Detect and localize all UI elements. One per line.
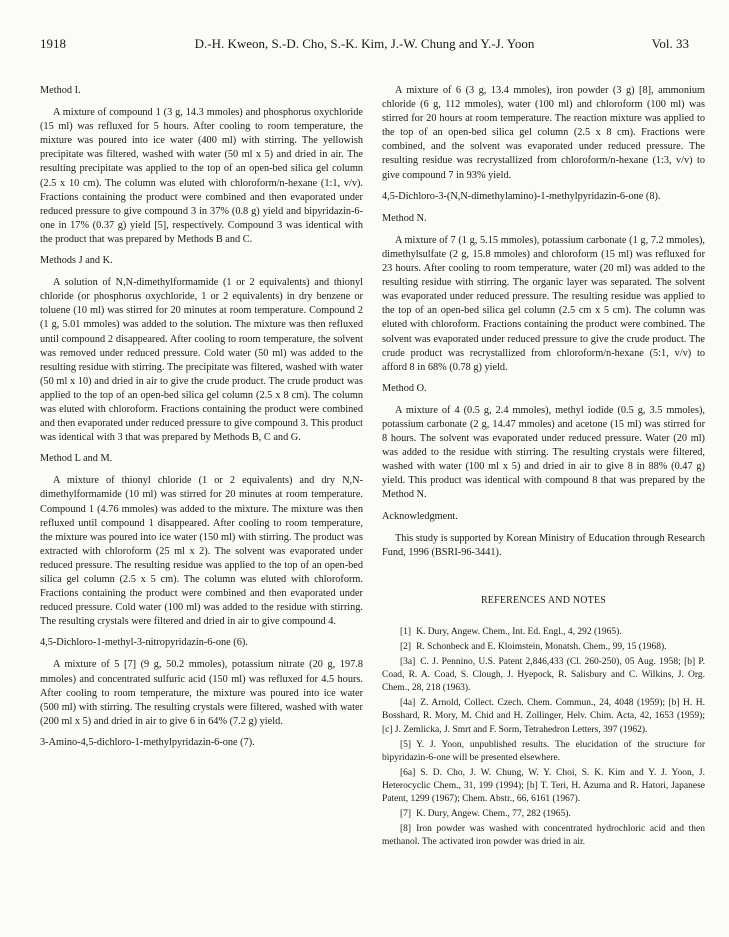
method-o-paragraph: A mixture of 4 (0.5 g, 2.4 mmoles), methyl iodide (0.5 g, 3.5 mmoles), potassium carbonate (2 g, 14.47 mmoles) and acetone (15 ml) was stirred for 8 hours. The solvent was evaporated under reduced pressure. Water (20 ml) was added to the residue with stirring. The resulting crystals were filtered, washed with water (100 ml x 5) and dried in air to give 8 in 88% (0.47 g) yield. This product was identical with compound 8 that was prepared by the Method N. [382,404,705,501]
method-n-paragraph: A mixture of 7 (1 g, 5.15 mmoles), potassium carbonate (1 g, 7.2 mmoles), dimethylsulfate (2 g, 15.8 mmoles) and chloroform (15 ml) was refluxed for 23 hours. After cooling to room temperature, water (20 ml) was added to the resulting residue with stirring. The organic layer was separated. The solvent was evaporated under reduced pressure. The resulting residue was applied to the top of an open-bed silica gel column (2.5 cm x 5 cm). The column was eluted with chloroform. Fractions containing the product were combined. The solvent was evaporated under reduced pressure to give the crude product. The crude product was recrystallized from chloroform/n-hexane (5:1, v/v) to afford 8 in 68% (0.78 g) yield. [382,234,705,373]
compound-6-heading: 4,5-Dichloro-1-methyl-3-nitropyridazin-6-one (6). [40,637,248,649]
reference-item [382,656,705,695]
method-n-heading: Method N. [382,212,427,224]
reference-number: [8] [400,824,412,835]
reference-item [382,808,705,821]
running-title-authors: D.-H. Kweon, S.-D. Cho, S.-K. Kim, J.-W. Chung and Y.-J. Yoon [194,36,535,51]
method-i-heading: Method I. [40,85,81,96]
reference-number: [3a] [400,657,416,668]
method-i-paragraph: A mixture of compound 1 (3 g, 14.3 mmoles) and phosphorus oxychloride (15 ml) was refluxed for 5 hours. After cooling to room temperature, the mixture was poured into ice water (400 ml) with stirring. The yellowish precipitate was filtered, washed with water (50 ml x 5) and dried in air. The resulting precipitate was applied to the top of an open-bed silica gel column (2.5 x 10 cm). The column was eluted with chloroform/n-hexane (1:1, v/v). Fractions containing the product were combined and then evaporated under reduced pressure to give compound 3 in 37% (0.8 g) yield and bipyridazin-6-one in 17% (0.37 g) yield [5], respectively. Compound 3 was identical with the product that was prepared by Methods B and C. [40,107,363,245]
reference-item [382,626,705,639]
reference-item [382,641,705,654]
reference-number: [2] [400,642,412,652]
method-l-m-paragraph: A mixture of thionyl chloride (1 or 2 equivalents) and dry N,N-dimethylformamide (10 ml) was stirred for 20 minutes at room temperature. Compound 1 (4.76 mmoles) was added to the mixture. The mixture was then refluxed until compound 1 disappeared. After cooling to room temperature, the mixture was poured into ice water (150 ml) with stirring. The product was extracted with chloroform (25 ml x 2). The solvent was evaporated under reduced pressure. The resulting residue was applied to the top of an open-bed silica gel column (2.5 x 5 cm). The column was eluted with chloroform. Fractions containing the product were combined and then evaporated under reduced pressure. Cold water (100 ml) was added to the residue with stirring. The resulting crystals were filtered and dried in air to give compound 4. [40,475,363,628]
running-header [40,36,689,56]
methods-j-k-paragraph: A solution of N,N-dimethylformamide (1 or 2 equivalents) and thionyl chloride (or phosphorus oxychloride, 1 or 2 equivalents) in dry benzene or toluene (10 ml) was stirred for 20 minutes at room temperature. Compound 2 (1 g, 5.01 mmoles) was added to the solution. The mixture was then refluxed until compound 2 disappeared. After cooling to room temperature, the solvent was removed under reduced pressure. Cold water (50 ml) was added to the resulting residue with stirring. The precipitate was filtered, washed with water (50 ml x 10) and dried in air to give the crude product. The crude product was applied to the top of an open-bed silica gel column (2.5 x 8 cm). The column was eluted with chloroform. Fractions containing the product were combined and then evaporated under reduced pressure to give compound 3. This product was identical with 3 that was prepared by Methods B, C and G. [40,277,363,444]
reference-item [382,823,705,849]
right-column [382,84,705,851]
reference-text: Y. J. Yoon, unpublished results. The elucidation of the structure for bipyridazin-6-one will be presented elsewhere. [382,739,705,763]
reference-text: S. D. Cho, J. W. Chung, W. Y. Choi, S. K. Kim and Y. J. Yoon, J. Heterocyclic Chem., 31, 199 (1994); [b] T. Teri, H. Azuma and R. Hatori, Japanese Patent, 1299 (1967); Chem. Abstr., 66, 6161 (1967). [382,767,705,805]
acknowledgment-paragraph: This study is supported by Korean Ministry of Education through Research Fund, 1996 (BSRI-96-3441). [382,532,705,558]
reference-number: [7] [400,809,412,820]
method-l-m-heading: Method L and M. [40,453,113,465]
reference-text: C. J. Pennino, U.S. Patent 2,846,433 (Cl. 260-250), 05 Aug. 1958; [b] P. Coad, R. A. Coad, S. Clough, J. Hyepock, R. Salisbury and C. Wilkins, J. Org. Chem., 28, 218 (1963). [382,657,705,694]
reference-number: [6a] [400,767,416,778]
left-column [40,84,363,758]
reference-number: [5] [400,739,412,750]
reference-text: K. Dury, Angew. Chem., Int. Ed. Engl., 4, 292 (1965). [416,626,622,637]
reference-number: [1] [400,626,412,637]
compound-7-paragraph: A mixture of 6 (3 g, 13.4 mmoles), iron powder (3 g) [8], ammonium chloride (6 g, 112 mmoles), water (100 ml) and chloroform (100 ml) was stirred for 20 hours at room temperature. The reaction mixture was applied to the top of an open-bed silica gel column (2.5 x 8 cm). Fractions were combined, and the solvent was evaporated under reduced pressure. The resulting residue was recrystallized from chloroform/n-hexane (1:3, v/v) to give compound 7 in 93% yield. [382,85,705,181]
page-number: 1918 [40,36,66,51]
reference-text: K. Dury, Angew. Chem., 77, 282 (1965). [416,809,571,820]
reference-text: R. Schonbeck and E. Kloimstein, Monatsh. Chem., 99, 15 (1968). [416,642,667,652]
references-list [382,626,705,850]
compound-6-paragraph: A mixture of 5 [7] (9 g, 50.2 mmoles), potassium nitrate (20 g, 197.8 mmoles) and concentrated sulfuric acid (150 ml) was refluxed for 4.5 hours. After cooling to room temperature, the mixture was poured into ice water (500 ml) with stirring. The resulting crystals were filtered, washed with water (200 ml x 5) and dried in air to give 6 in 64% (7.2 g) yield. [40,659,363,727]
reference-item [382,697,705,736]
acknowledgment-heading: Acknowledgment. [382,510,458,522]
compound-8-heading: 4,5-Dichloro-3-(N,N-dimethylamino)-1-methylpyridazin-6-one (8). [382,190,661,202]
reference-text: Iron powder was washed with concentrated hydrochloric acid and then methanol. The activated iron powder was dried in air. [382,824,705,848]
methods-j-k-heading: Methods J and K. [40,255,113,267]
reference-text: Z. Arnold, Collect. Czech. Chem. Commun., 24, 4048 (1959); [b] H. H. Bosshard, R. Mory, M. Chid and H. Zollinger, Helv. Chim. Acta, 42, 1653 (1959); [c] J. Zemlicka, J. Smrt and F. Sorm, Tetrahedron Letters, 397 (1962). [382,698,705,735]
method-o-heading: Method O. [382,382,427,394]
reference-item [382,767,705,806]
compound-7-heading: 3-Amino-4,5-dichloro-1-methylpyridazin-6-one (7). [40,736,255,748]
volume-label: Vol. 33 [651,36,689,51]
reference-number: [4a] [400,698,416,709]
reference-item [382,739,705,765]
references-heading: REFERENCES AND NOTES [480,594,607,606]
